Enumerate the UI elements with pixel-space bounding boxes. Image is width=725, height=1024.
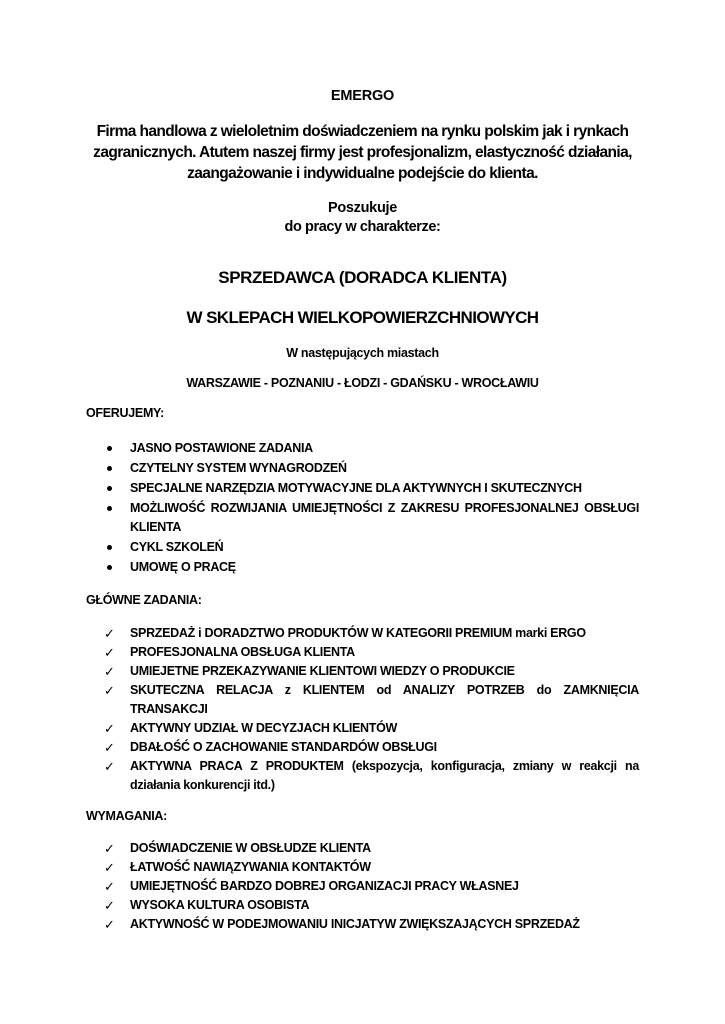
checkmark-icon: ✓ — [104, 898, 115, 913]
requirements-list — [104, 839, 639, 934]
requirement-item — [104, 915, 639, 934]
offer-item — [104, 558, 639, 577]
task-item — [104, 681, 639, 719]
offer-item-text: CZYTELNY SYSTEM WYNAGRODZEŃ — [130, 461, 347, 475]
task-item — [104, 719, 639, 738]
bullet-icon — [107, 506, 112, 511]
company-intro: Firma handlowa z wieloletnim doświadczeniem na rynku polskim jak i rynkach zagranicznych. Atutem naszej firmy jest profesjonalizm, elastyczność działania, zaangażowanie i indywidualne podejście do klienta. — [93, 123, 632, 182]
bullet-icon — [107, 565, 112, 570]
offer-item-text: MOŻLIWOŚĆ ROZWIJANIA UMIEJĘTNOŚCI Z ZAKRESU PROFESJONALNEJ OBSŁUGI KLIENTA — [130, 501, 639, 534]
requirement-item — [104, 877, 639, 896]
checkmark-icon: ✓ — [104, 841, 115, 856]
offer-item-text: UMOWĘ O PRACĘ — [130, 560, 236, 574]
company-name: EMERGO — [330, 88, 395, 104]
seeking-line-1: Poszukuje — [327, 200, 397, 216]
offer-heading: OFERUJEMY: — [86, 406, 165, 420]
offer-item — [104, 439, 639, 458]
requirements-heading: WYMAGANIA: — [86, 809, 168, 823]
checkmark-icon: ✓ — [104, 860, 115, 875]
checkmark-icon: ✓ — [104, 645, 115, 660]
offer-item-text: CYKL SZKOLEŃ — [130, 540, 224, 554]
checkmark-icon: ✓ — [104, 917, 115, 932]
offer-item-text: JASNO POSTAWIONE ZADANIA — [130, 441, 313, 455]
offer-item — [104, 459, 639, 478]
requirement-item — [104, 839, 639, 858]
task-item — [104, 643, 639, 662]
task-item — [104, 738, 639, 757]
bullet-icon — [107, 545, 112, 550]
checkmark-icon: ✓ — [104, 664, 115, 679]
offer-item-text: SPECJALNE NARZĘDZIA MOTYWACYJNE DLA AKTYWNYCH I SKUTECZNYCH — [130, 481, 582, 495]
task-item-text: PROFESJONALNA OBSŁUGA KLIENTA — [130, 645, 355, 659]
task-item — [104, 624, 639, 643]
checkmark-icon: ✓ — [104, 683, 115, 698]
checkmark-icon: ✓ — [104, 721, 115, 736]
task-item-text: DBAŁOŚĆ O ZACHOWANIE STANDARDÓW OBSŁUGI — [130, 740, 437, 754]
cities-list: WARSZAWIE - POZNANIU - ŁODZI - GDAŃSKU - WROCŁAWIU — [186, 376, 539, 390]
requirement-item-text: ŁATWOŚĆ NAWIĄZYWANIA KONTAKTÓW — [130, 860, 371, 874]
task-item-text: UMIEJETNE PRZEKAZYWANIE KLIENTOWI WIEDZY O PRODUKCIE — [130, 664, 515, 678]
cities-intro: W następujących miastach — [286, 346, 439, 360]
checkmark-icon: ✓ — [104, 759, 115, 774]
bullet-icon — [107, 466, 112, 471]
task-item-text: SKUTECZNA RELACJA z KLIENTEM od ANALIZY POTRZEB do ZAMKNIĘCIA TRANSAKCJI — [130, 683, 639, 716]
offer-item — [104, 479, 639, 498]
checkmark-icon: ✓ — [104, 626, 115, 641]
requirement-item — [104, 896, 639, 915]
requirement-item-text: AKTYWNOŚĆ W PODEJMOWANIU INICJATYW ZWIĘKSZAJĄCYCH SPRZEDAŻ — [130, 917, 580, 931]
bullet-icon — [107, 446, 112, 451]
task-item-text: SPRZEDAŻ i DORADZTWO PRODUKTÓW W KATEGORII PREMIUM marki ERGO — [130, 626, 586, 640]
checkmark-icon: ✓ — [104, 740, 115, 755]
offer-item — [104, 538, 639, 557]
job-title-line-2: W SKLEPACH WIELKOPOWIERZCHNIOWYCH — [186, 308, 539, 327]
tasks-heading: GŁÓWNE ZADANIA: — [86, 593, 202, 607]
offer-item — [104, 499, 639, 537]
job-title-line-1: SPRZEDAWCA (DORADCA KLIENTA) — [218, 268, 507, 287]
task-item-text: AKTYWNY UDZIAŁ W DECYZJACH KLIENTÓW — [130, 721, 398, 735]
checkmark-icon: ✓ — [104, 879, 115, 894]
offer-list — [104, 439, 639, 578]
seeking-line-2: do pracy w charakterze: — [284, 219, 441, 235]
task-item — [104, 757, 639, 795]
task-item — [104, 662, 639, 681]
tasks-list — [104, 624, 639, 795]
requirement-item-text: UMIEJĘTNOŚĆ BARDZO DOBREJ ORGANIZACJI PRACY WŁASNEJ — [130, 879, 519, 893]
requirement-item-text: DOŚWIADCZENIE W OBSŁUDZE KLIENTA — [130, 841, 371, 855]
requirement-item-text: WYSOKA KULTURA OSOBISTA — [130, 898, 310, 912]
requirement-item — [104, 858, 639, 877]
task-item-text: AKTYWNA PRACA Z PRODUKTEM (ekspozycja, konfiguracja, zmiany w reakcji na działania konkurencji itd.) — [130, 759, 639, 792]
bullet-icon — [107, 486, 112, 491]
